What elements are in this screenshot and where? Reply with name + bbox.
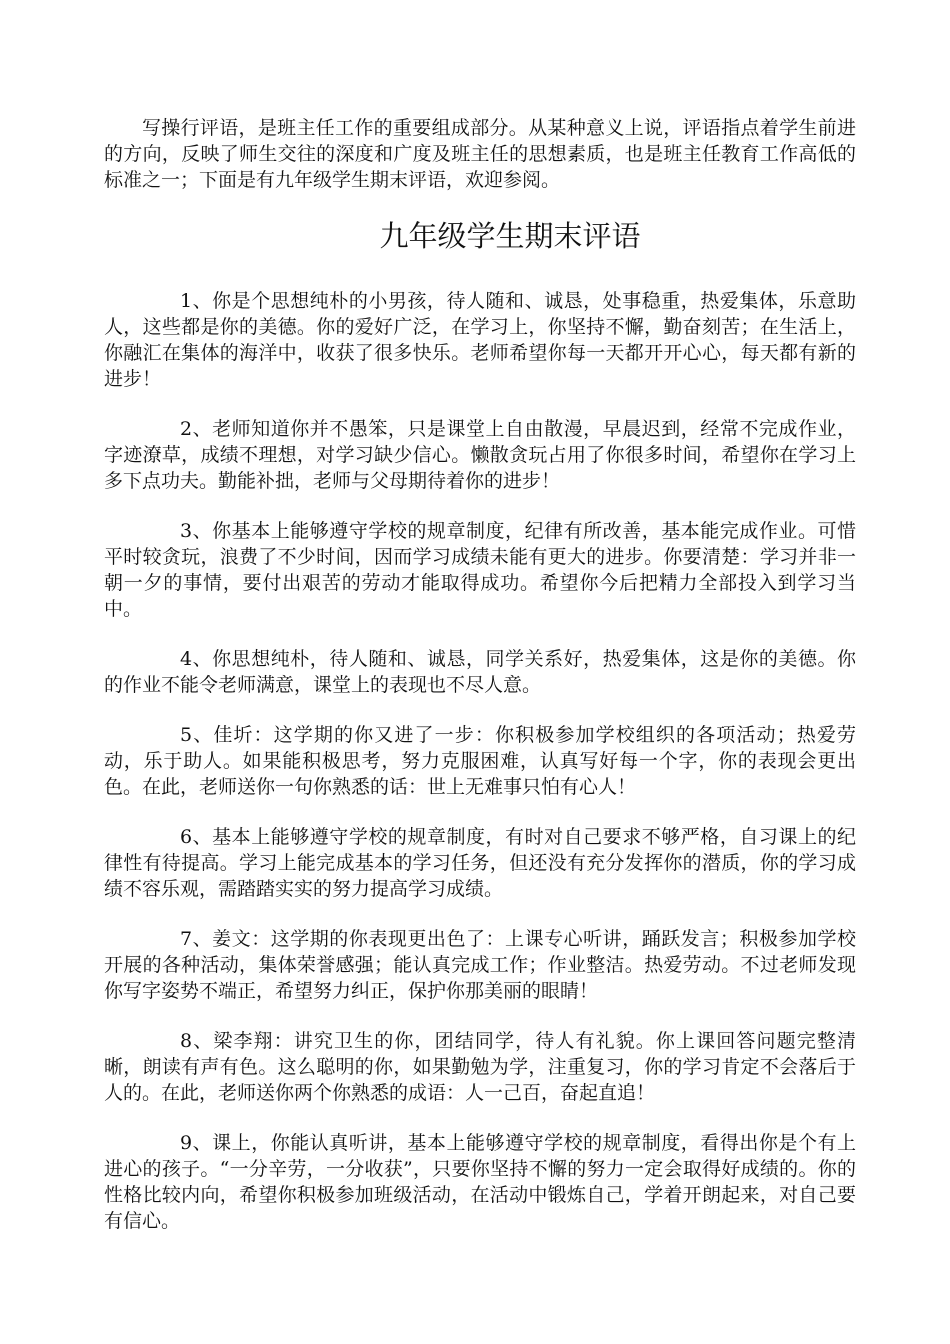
comment-item-4: 4、你思想纯朴，待人随和、诚恳，同学关系好，热爱集体，这是你的美德。你的作业不能令老师满意，课堂上的表现也不尽人意。 xyxy=(104,648,856,696)
comment-item-7: 7、姜文：这学期的你表现更出色了：上课专心听讲，踊跃发言；积极参加学校开展的各种活动，集体荣誉感强；能认真完成工作；作业整洁。热爱劳动。不过老师发现你写字姿势不端正，希望努力纠正，保护你那美丽的眼睛！ xyxy=(104,928,856,1002)
comment-item-2: 2、老师知道你并不愚笨，只是课堂上自由散漫，早晨迟到，经常不完成作业，字迹潦草，成绩不理想，对学习缺少信心。懒散贪玩占用了你很多时间，希望你在学习上多下点功夫。勤能补拙，老师与父母期待着你的进步！ xyxy=(104,418,856,492)
comment-list xyxy=(104,288,856,1234)
page-title: 九年级学生期末评语 xyxy=(379,219,641,253)
comment-item-1: 1、你是个思想纯朴的小男孩，待人随和、诚恳，处事稳重，热爱集体，乐意助人，这些都是你的美德。你的爱好广泛，在学习上，你坚持不懈，勤奋刻苦；在生活上，你融汇在集体的海洋中，收获了很多快乐。老师希望你每一天都开开心心，每天都有新的进步！ xyxy=(104,290,856,390)
comment-item-6: 6、基本上能够遵守学校的规章制度，有时对自己要求不够严格，自习课上的纪律性有待提高。学习上能完成基本的学习任务，但还没有充分发挥你的潜质，你的学习成绩不容乐观，需踏踏实实的努力提高学习成绩。 xyxy=(104,826,856,900)
intro-paragraph: 写操行评语，是班主任工作的重要组成部分。从某种意义上说，评语指点着学生前进的方向，反映了师生交往的深度和广度及班主任的思想素质，也是班主任教育工作高低的标准之一；下面是有九年级学生期末评语，欢迎参阅。 xyxy=(104,117,856,191)
comment-item-3: 3、你基本上能够遵守学校的规章制度，纪律有所改善，基本能完成作业。可惜平时较贪玩，浪费了不少时间，因而学习成绩未能有更大的进步。你要清楚：学习并非一朝一夕的事情，要付出艰苦的劳动才能取得成功。希望你今后把精力全部投入到学习当中。 xyxy=(104,520,856,620)
comment-item-5: 5、佳圻：这学期的你又进了一步：你积极参加学校组织的各项活动；热爱劳动，乐于助人。如果能积极思考，努力克服困难，认真写好每一个字，你的表现会更出色。在此，老师送你一句你熟悉的话：世上无难事只怕有心人！ xyxy=(104,724,856,798)
comment-item-8: 8、梁李翔：讲究卫生的你，团结同学，待人有礼貌。你上课回答问题完整清晰，朗读有声有色。这么聪明的你，如果勤勉为学，注重复习，你的学习肯定不会落后于人的。在此，老师送你两个你熟悉的成语：人一己百，奋起直追！ xyxy=(104,1030,856,1104)
comment-item-9: 9、课上，你能认真听讲，基本上能够遵守学校的规章制度，看得出你是个有上进心的孩子。“一分辛劳，一分收获”，只要你坚持不懈的努力一定会取得好成绩的。你的性格比较内向，希望你积极参加班级活动，在活动中锻炼自己，学着开朗起来，对自己要有信心。 xyxy=(104,1132,856,1232)
document-page xyxy=(104,115,856,1258)
